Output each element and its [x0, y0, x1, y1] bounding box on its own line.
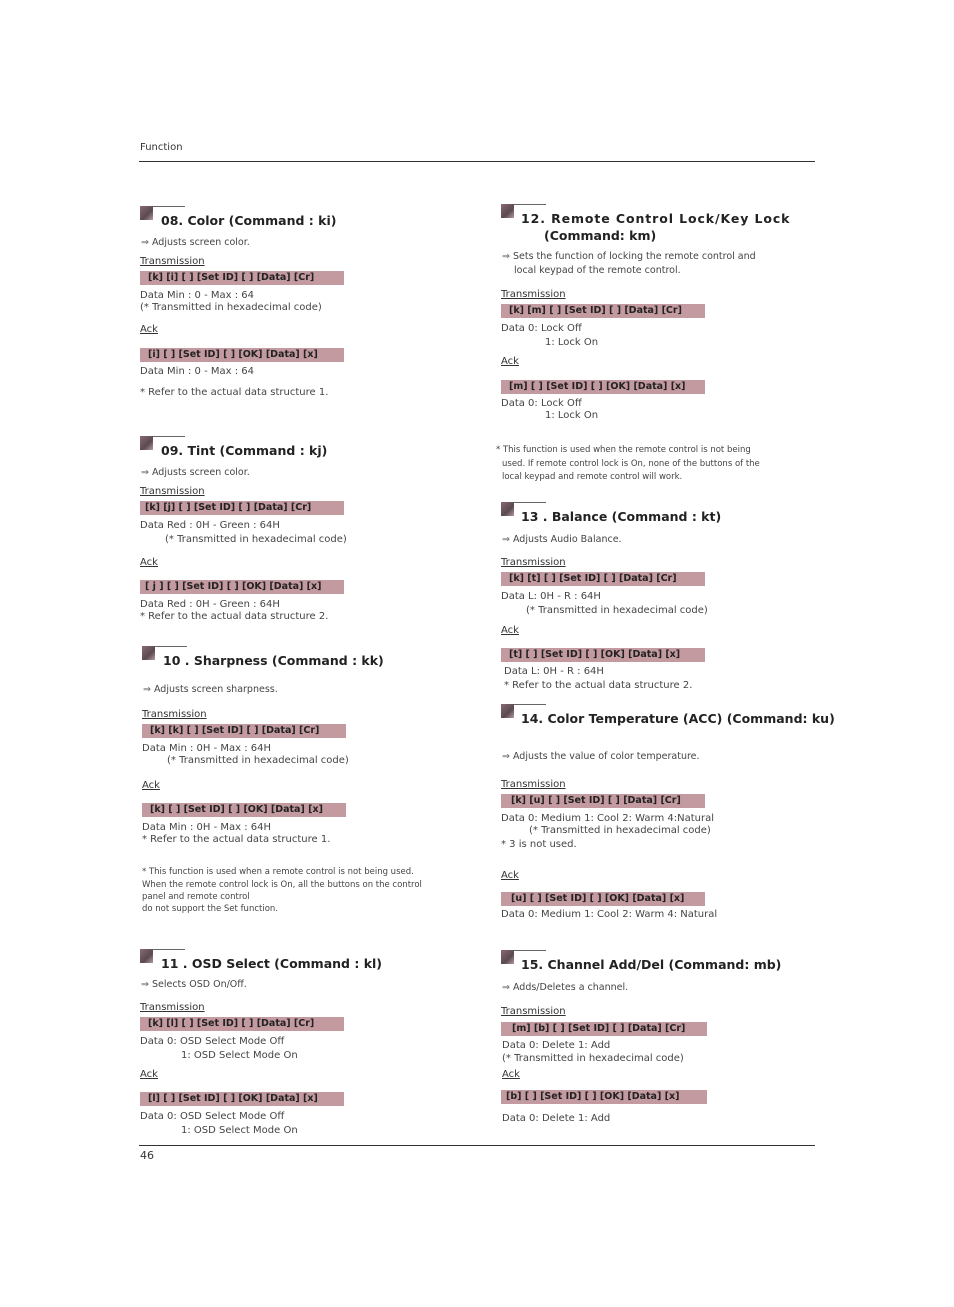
transmission-label: Transmission — [501, 289, 566, 300]
section-title-balance: 13 . Balance (Command : kt) — [521, 509, 722, 524]
footnote: When the remote control lock is On, all the buttons on the control — [142, 880, 422, 890]
footnote: * This function is used when the remote control is not being — [496, 445, 751, 455]
section-desc-color: ⇒ Adjusts screen color. — [141, 237, 250, 248]
data-line: Data L: 0H - R : 64H — [501, 591, 601, 602]
data-line: Data Min : 0 - Max : 64 — [140, 366, 254, 377]
data-line: (* Transmitted in hexadecimal code) — [529, 825, 711, 836]
section-title-osd-select: 11 . OSD Select (Command : kl) — [161, 956, 383, 971]
transmission-command-bar: [k] [u] [ ] [Set ID] [ ] [Data] [Cr] — [501, 794, 705, 808]
transmission-label: Transmission — [140, 1002, 205, 1013]
data-line: Data 0: OSD Select Mode Off — [140, 1036, 285, 1047]
section-title-tint: 09. Tint (Command : kj) — [161, 443, 328, 458]
section-desc-remote-lock-cont: local keypad of the remote control. — [514, 265, 681, 276]
header-rule — [139, 161, 815, 162]
ack-command-bar: [u] [ ] [Set ID] [ ] [OK] [Data] [x] — [501, 892, 705, 906]
section-desc-sharpness: ⇒ Adjusts screen sharpness. — [143, 684, 278, 695]
ack-command-bar: [i] [ ] [Set ID] [ ] [OK] [Data] [x] — [140, 348, 344, 362]
data-line: Data Red : 0H - Green : 64H — [140, 520, 280, 531]
section-marker-rule — [514, 502, 546, 503]
section-title-remote-lock-command: (Command: km) — [544, 228, 657, 243]
transmission-command-bar: [k] [j] [ ] [Set ID] [ ] [Data] [Cr] — [140, 501, 344, 515]
section-title-color: 08. Color (Command : ki) — [161, 213, 337, 228]
ack-label: Ack — [140, 324, 158, 335]
data-line: Data 0: Medium 1: Cool 2: Warm 4:Natural — [501, 813, 714, 824]
note: * Refer to the actual data structure 1. — [140, 387, 329, 398]
data-line: Data 0: OSD Select Mode Off — [140, 1111, 285, 1122]
section-desc-channel-add-del: ⇒ Adds/Deletes a channel. — [502, 982, 629, 993]
transmission-label: Transmission — [501, 1006, 566, 1017]
section-marker-rule — [514, 950, 546, 951]
ack-label: Ack — [501, 870, 519, 881]
ack-command-bar: [b] [ ] [Set ID] [ ] [OK] [Data] [x] — [501, 1090, 707, 1104]
footnote: do not support the Set function. — [142, 904, 278, 914]
data-line: (* Transmitted in hexadecimal code) — [526, 605, 708, 616]
ack-command-bar: [l] [ ] [Set ID] [ ] [OK] [Data] [x] — [140, 1092, 344, 1106]
data-line: (* Transmitted in hexadecimal code) — [165, 534, 347, 545]
data-line: (* Transmitted in hexadecimal code) — [502, 1053, 684, 1064]
section-marker-rule — [153, 206, 185, 207]
transmission-label: Transmission — [501, 557, 566, 568]
transmission-command-bar: [k] [i] [ ] [Set ID] [ ] [Data] [Cr] — [140, 271, 344, 285]
section-title-color-temperature: 14. Color Temperature (ACC) (Command: ku) — [521, 711, 835, 726]
section-title-channel-add-del: 15. Channel Add/Del (Command: mb) — [521, 957, 782, 972]
data-line: Data Min : 0H - Max : 64H — [142, 743, 272, 754]
arrow-icon: ⇒ — [141, 979, 149, 990]
footer-rule — [139, 1145, 815, 1146]
data-line: Data 0: Medium 1: Cool 2: Warm 4: Natural — [501, 909, 718, 920]
ack-command-bar: [k] [ ] [Set ID] [ ] [OK] [Data] [x] — [142, 803, 346, 817]
section-marker-rule — [155, 646, 187, 647]
transmission-command-bar: [k] [t] [ ] [Set ID] [ ] [Data] [Cr] — [501, 572, 705, 586]
data-line: Data L: 0H - R : 64H — [504, 666, 604, 677]
data-line: Data 0: Delete 1: Add — [502, 1113, 611, 1124]
data-line: 1: Lock On — [545, 410, 599, 421]
section-desc-remote-lock: ⇒ Sets the function of locking the remote control and — [502, 251, 756, 262]
data-line: Data 0: Delete 1: Add — [502, 1040, 611, 1051]
section-title-sharpness: 10 . Sharpness (Command : kk) — [163, 653, 384, 668]
transmission-label: Transmission — [140, 486, 205, 497]
ack-command-bar: [ j ] [ ] [Set ID] [ ] [OK] [Data] [x] — [140, 580, 344, 594]
section-marker-icon — [140, 436, 153, 450]
data-line: Data Min : 0 - Max : 64 — [140, 290, 254, 301]
section-desc-color-temperature: ⇒ Adjusts the value of color temperature. — [502, 751, 700, 762]
transmission-label: Transmission — [140, 256, 205, 267]
data-line: Data 0: Lock Off — [501, 323, 582, 334]
page-number: 46 — [140, 1149, 154, 1162]
section-marker-icon — [140, 949, 153, 963]
section-marker-rule — [153, 949, 185, 950]
ack-label: Ack — [502, 1069, 520, 1080]
ack-label: Ack — [501, 356, 519, 367]
transmission-command-bar: [k] [k] [ ] [Set ID] [ ] [Data] [Cr] — [142, 724, 346, 738]
arrow-icon: ⇒ — [502, 251, 510, 262]
transmission-label: Transmission — [142, 709, 207, 720]
section-marker-rule — [514, 704, 546, 705]
section-marker-icon — [501, 704, 514, 718]
ack-label: Ack — [140, 1069, 158, 1080]
data-line: Data Red : 0H - Green : 64H — [140, 599, 280, 610]
arrow-icon: ⇒ — [141, 467, 149, 478]
data-line: (* Transmitted in hexadecimal code) — [167, 755, 349, 766]
arrow-icon: ⇒ — [143, 684, 151, 695]
transmission-command-bar: [k] [m] [ ] [Set ID] [ ] [Data] [Cr] — [501, 304, 705, 318]
note: * Refer to the actual data structure 2. — [140, 611, 329, 622]
ack-command-bar: [m] [ ] [Set ID] [ ] [OK] [Data] [x] — [501, 380, 705, 394]
section-marker-rule — [514, 204, 546, 205]
arrow-icon: ⇒ — [502, 534, 510, 545]
arrow-icon: ⇒ — [502, 751, 510, 762]
arrow-icon: ⇒ — [141, 237, 149, 248]
ack-label: Ack — [501, 625, 519, 636]
note: * Refer to the actual data structure 2. — [504, 680, 693, 691]
data-line: 1: OSD Select Mode On — [181, 1050, 298, 1061]
transmission-label: Transmission — [501, 779, 566, 790]
data-line: Data 0: Lock Off — [501, 398, 582, 409]
transmission-command-bar: [m] [b] [ ] [Set ID] [ ] [Data] [Cr] — [501, 1022, 707, 1036]
data-line: 1: Lock On — [545, 337, 599, 348]
ack-label: Ack — [142, 780, 160, 791]
footnote: used. If remote control lock is On, none of the buttons of the — [502, 459, 760, 469]
ack-label: Ack — [140, 557, 158, 568]
data-line: (* Transmitted in hexadecimal code) — [140, 302, 322, 313]
section-desc-osd-select: ⇒ Selects OSD On/Off. — [141, 979, 247, 990]
data-line: Data Min : 0H - Max : 64H — [142, 822, 272, 833]
section-marker-icon — [501, 502, 514, 516]
footnote: * This function is used when a remote control is not being used. — [142, 867, 414, 877]
note: * 3 is not used. — [501, 839, 577, 850]
section-title-remote-lock: 12. Remote Control Lock/Key Lock — [521, 211, 791, 226]
arrow-icon: ⇒ — [502, 982, 510, 993]
section-desc-balance: ⇒ Adjusts Audio Balance. — [502, 534, 622, 545]
section-marker-icon — [140, 206, 153, 220]
section-desc-tint: ⇒ Adjusts screen color. — [141, 467, 250, 478]
section-marker-icon — [501, 950, 514, 964]
transmission-command-bar: [k] [l] [ ] [Set ID] [ ] [Data] [Cr] — [140, 1017, 344, 1031]
footnote: panel and remote control — [142, 892, 250, 902]
footnote: local keypad and remote control will work. — [502, 472, 683, 482]
ack-command-bar: [t] [ ] [Set ID] [ ] [OK] [Data] [x] — [501, 648, 705, 662]
note: * Refer to the actual data structure 1. — [142, 834, 331, 845]
section-marker-icon — [501, 204, 514, 218]
section-marker-icon — [142, 646, 155, 660]
data-line: 1: OSD Select Mode On — [181, 1125, 298, 1136]
header-label: Function — [140, 142, 183, 153]
section-marker-rule — [153, 436, 185, 437]
